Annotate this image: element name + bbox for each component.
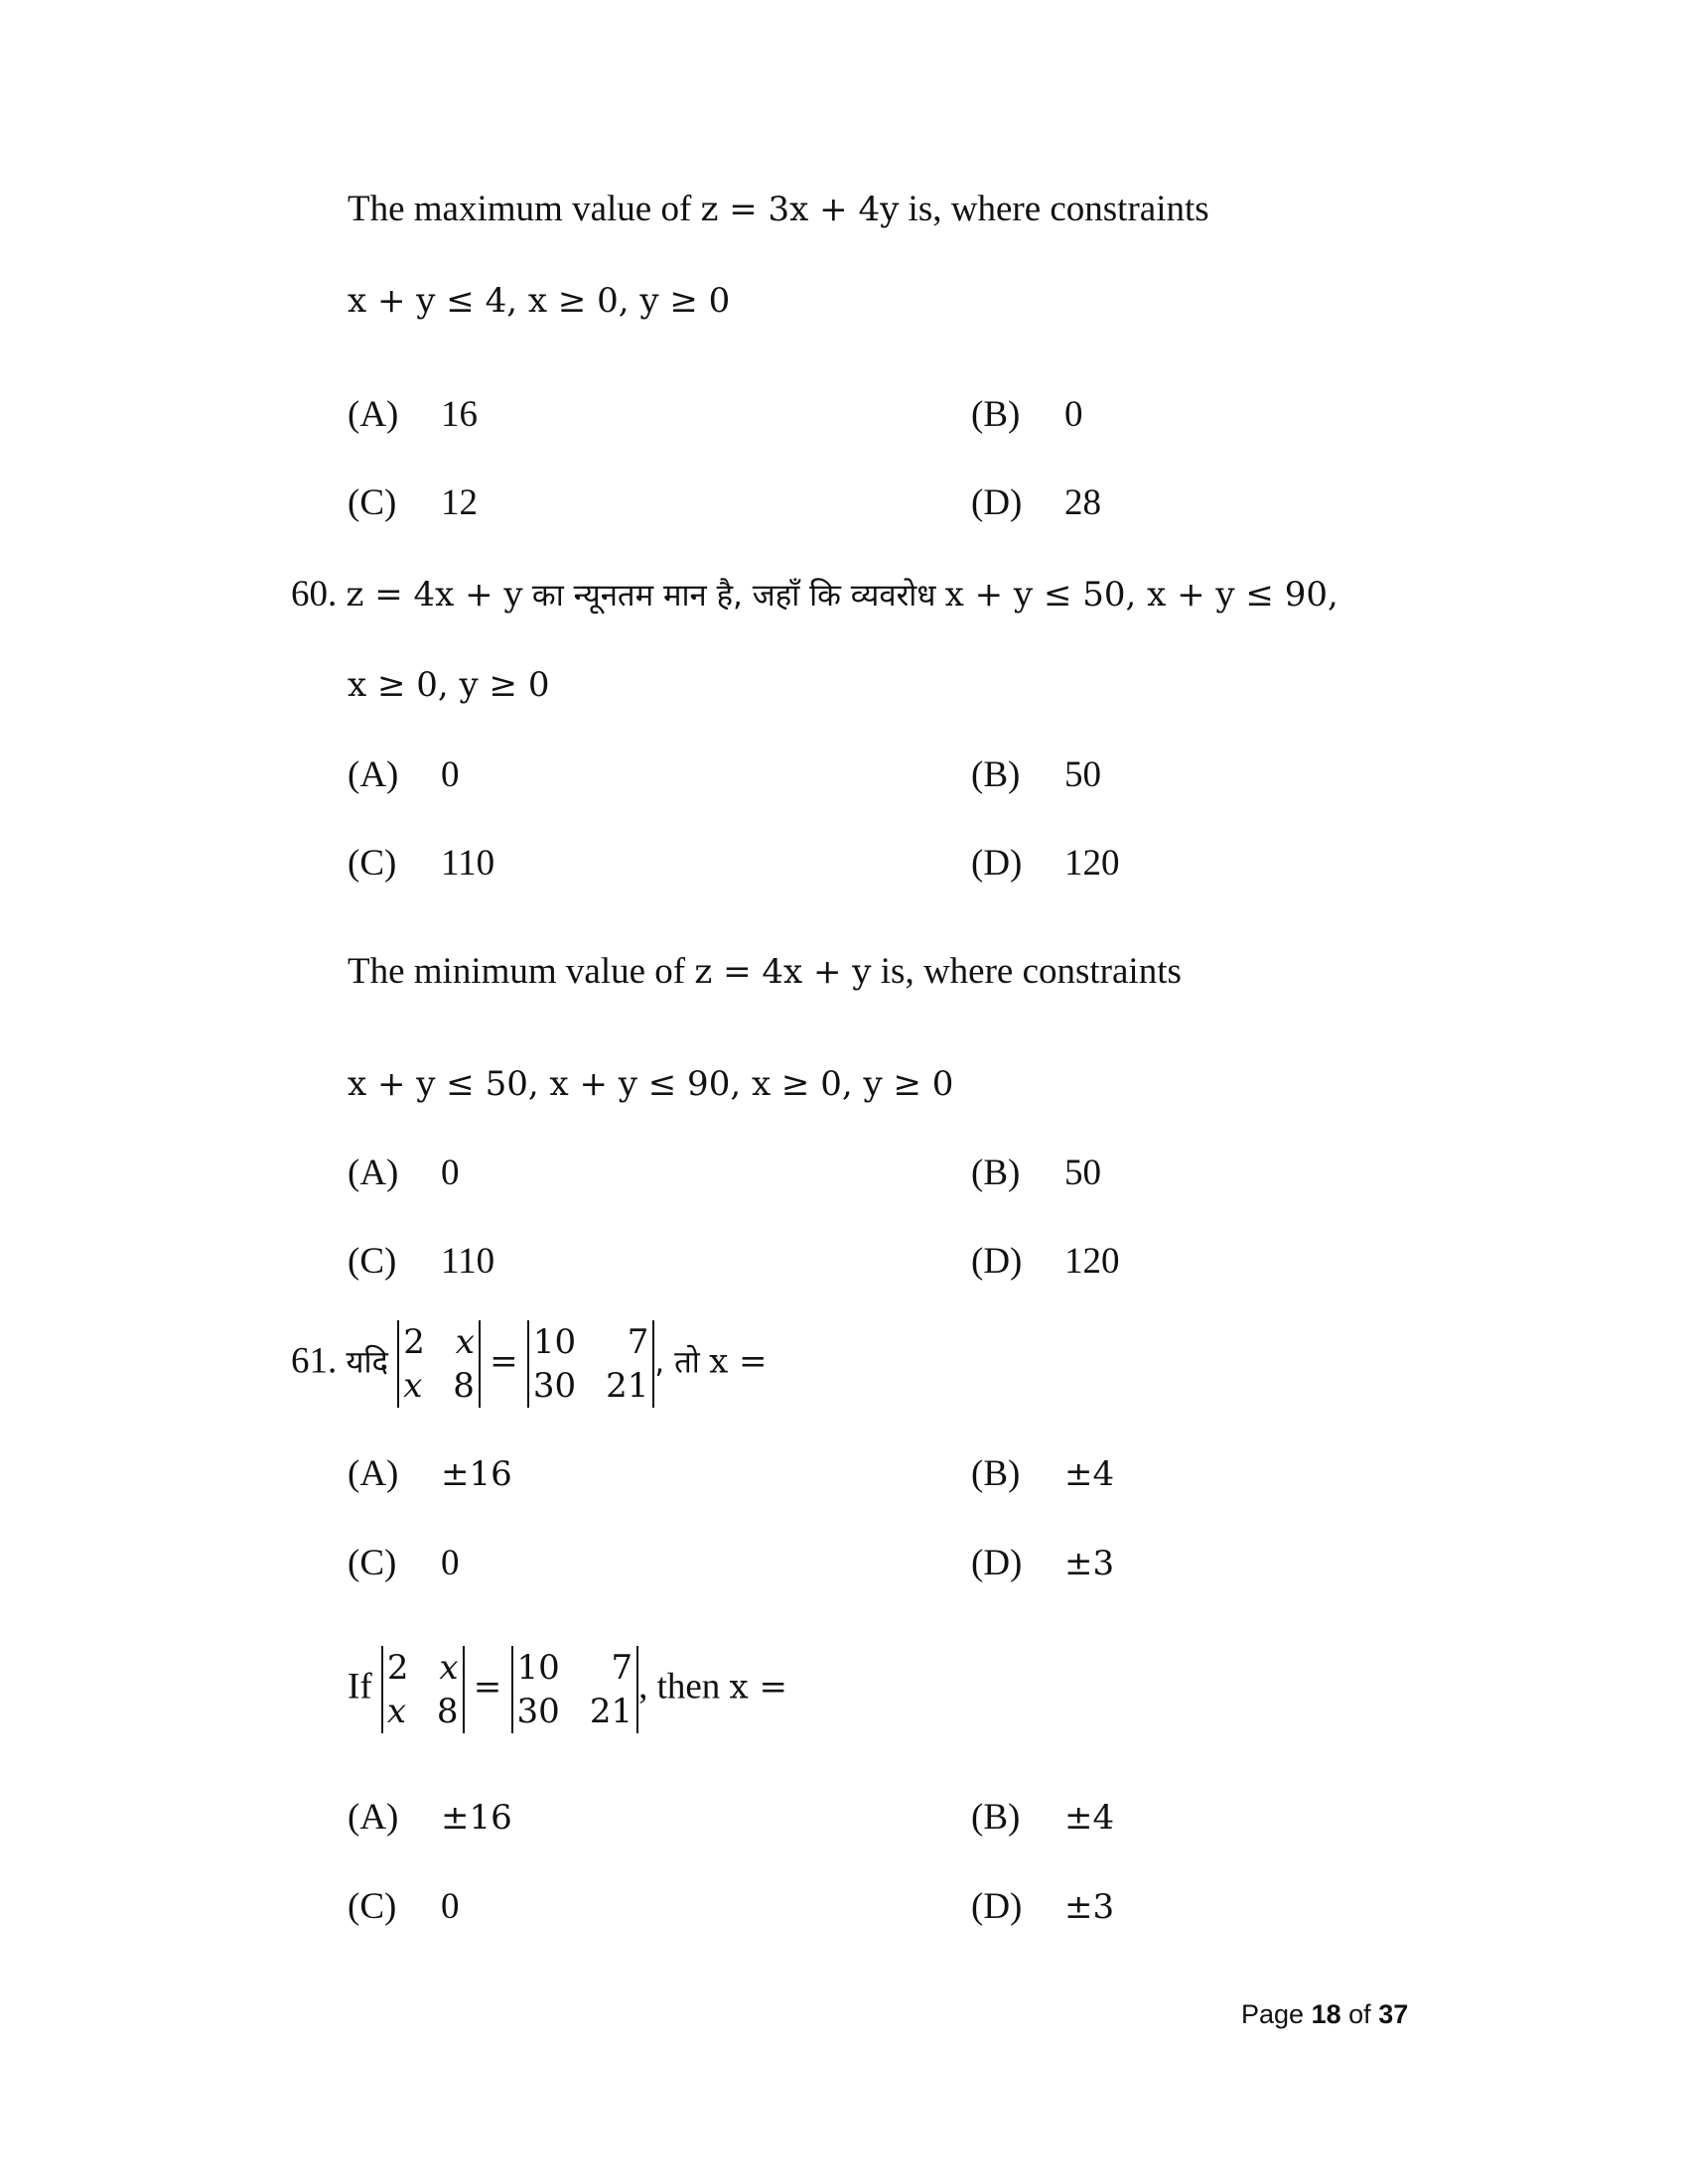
question-text: यदि [346, 1344, 388, 1381]
matrix-entry: 8 [436, 1692, 459, 1731]
q61-hi-option-a [348, 1452, 512, 1496]
total-pages: 37 [1378, 1999, 1409, 2029]
q61-en-option-c [348, 1885, 460, 1929]
option-label: (A) [348, 394, 399, 435]
matrix-entry: 10 [532, 1322, 577, 1362]
q61-hi-option-d [971, 1542, 1114, 1585]
option-value: ±3 [1064, 1544, 1115, 1583]
question-text: is, where constraints [908, 189, 1209, 229]
math-expression: x = [709, 1341, 768, 1382]
option-label: (B) [971, 754, 1021, 795]
option-value: ±4 [1064, 1798, 1115, 1838]
q60-hi-question [291, 573, 1338, 617]
matrix-entry: 21 [589, 1692, 633, 1731]
option-value: 50 [1064, 1153, 1101, 1193]
equals-sign: = [490, 1341, 518, 1382]
option-label: (B) [971, 1453, 1021, 1494]
matrix-entry: 21 [606, 1366, 649, 1406]
option-label: (C) [348, 843, 397, 884]
option-value: ±16 [441, 1454, 512, 1494]
matrix-entry: 2 [386, 1648, 409, 1688]
determinant-left [381, 1646, 465, 1733]
q61-en-option-b [971, 1796, 1114, 1840]
q60-hi-option-d [971, 842, 1120, 886]
option-label: (D) [971, 482, 1023, 523]
q60-hi-option-b [971, 753, 1101, 797]
option-value: ±3 [1064, 1887, 1115, 1927]
current-page: 18 [1311, 1999, 1341, 2029]
option-value: 110 [441, 1241, 495, 1282]
option-label: (B) [971, 1797, 1021, 1838]
matrix-entry: x [386, 1692, 407, 1731]
q60-hi-option-c [348, 842, 494, 886]
math-expression: z = 4x + y [694, 952, 872, 992]
option-value: 0 [441, 754, 460, 795]
matrix-entry: 7 [627, 1322, 649, 1362]
question-text: , तो [654, 1344, 700, 1381]
page-number [1241, 1999, 1408, 2030]
option-value: 120 [1064, 843, 1120, 884]
math-expression: x = [729, 1667, 788, 1707]
q59-option-a [348, 393, 478, 437]
q60-hi-constraints: x ≥ 0, y ≥ 0 [348, 665, 550, 705]
matrix-entry: 8 [453, 1366, 475, 1406]
matrix-entry: 7 [611, 1648, 633, 1688]
option-value: 120 [1064, 1241, 1120, 1282]
question-text: is, where constraints [880, 951, 1182, 992]
question-text: If [348, 1666, 372, 1707]
option-value: 16 [441, 394, 478, 435]
q60-en-question [348, 950, 1182, 994]
q61-hi-option-c [348, 1542, 460, 1585]
matrix-entry: x [403, 1366, 423, 1406]
option-value: 0 [441, 1543, 460, 1583]
q59-option-c [348, 481, 478, 525]
of-label: of [1348, 1999, 1371, 2029]
q59-en-question [348, 188, 1209, 231]
determinant-right [511, 1646, 639, 1733]
matrix-entry: x [455, 1322, 475, 1362]
option-value: 0 [1064, 394, 1083, 435]
option-label: (D) [971, 843, 1023, 884]
option-value: 0 [441, 1153, 460, 1193]
q59-option-d [971, 481, 1101, 525]
determinant-right [527, 1320, 655, 1408]
q59-en-constraints: x + y ≤ 4, x ≥ 0, y ≥ 0 [348, 281, 731, 321]
q60-en-constraints: x + y ≤ 50, x + y ≤ 90, x ≥ 0, y ≥ 0 [348, 1064, 954, 1104]
matrix-entry: 2 [403, 1322, 425, 1362]
matrix-entry: 30 [532, 1366, 577, 1406]
question-text: , then [638, 1666, 721, 1707]
option-value: 50 [1064, 754, 1101, 795]
option-label: (B) [971, 1153, 1021, 1193]
option-label: (A) [348, 754, 399, 795]
option-label: (B) [971, 394, 1021, 435]
question-text: का न्यूनतम मान है, जहाँ कि व्यवरोध [531, 578, 936, 614]
question-text: The minimum value of [348, 951, 686, 992]
option-label: (C) [348, 1886, 397, 1927]
question-text: The maximum value of [348, 189, 692, 229]
q60-en-option-d [971, 1240, 1120, 1284]
option-label: (A) [348, 1797, 399, 1838]
matrix-entry: 30 [516, 1692, 560, 1731]
option-label: (A) [348, 1453, 399, 1494]
q60-en-option-b [971, 1152, 1101, 1195]
option-label: (C) [348, 1543, 397, 1583]
option-value: 28 [1064, 482, 1101, 523]
question-number: 61. [291, 1340, 338, 1382]
option-value: 12 [441, 482, 478, 523]
math-expression: x + y ≤ 50, x + y ≤ 90, [944, 575, 1338, 614]
option-value: 0 [441, 1886, 460, 1927]
option-value: 110 [441, 843, 495, 884]
q61-en-option-a [348, 1796, 512, 1840]
matrix-entry: x [439, 1648, 459, 1688]
page-label: Page [1241, 1999, 1305, 2029]
option-label: (A) [348, 1153, 399, 1193]
q60-en-option-c [348, 1240, 494, 1284]
option-value: ±16 [441, 1798, 512, 1838]
equals-sign: = [473, 1667, 502, 1707]
option-label: (D) [971, 1241, 1023, 1282]
option-label: (C) [348, 1241, 397, 1282]
q61-en-option-d [971, 1885, 1114, 1929]
math-expression: z = 3x + 4y [700, 190, 900, 229]
option-label: (C) [348, 482, 397, 523]
q60-hi-option-a [348, 753, 460, 797]
math-expression: z = 4x + y [346, 575, 523, 614]
q61-hi-option-b [971, 1452, 1114, 1496]
option-value: ±4 [1064, 1454, 1115, 1494]
option-label: (D) [971, 1886, 1023, 1927]
q61-hi-question [291, 1320, 768, 1408]
determinant-left [397, 1320, 481, 1408]
question-number: 60. [291, 574, 338, 614]
q60-en-option-a [348, 1152, 460, 1195]
q59-option-b [971, 393, 1083, 437]
q61-en-question [348, 1646, 787, 1733]
matrix-entry: 10 [516, 1648, 560, 1688]
option-label: (D) [971, 1543, 1023, 1583]
